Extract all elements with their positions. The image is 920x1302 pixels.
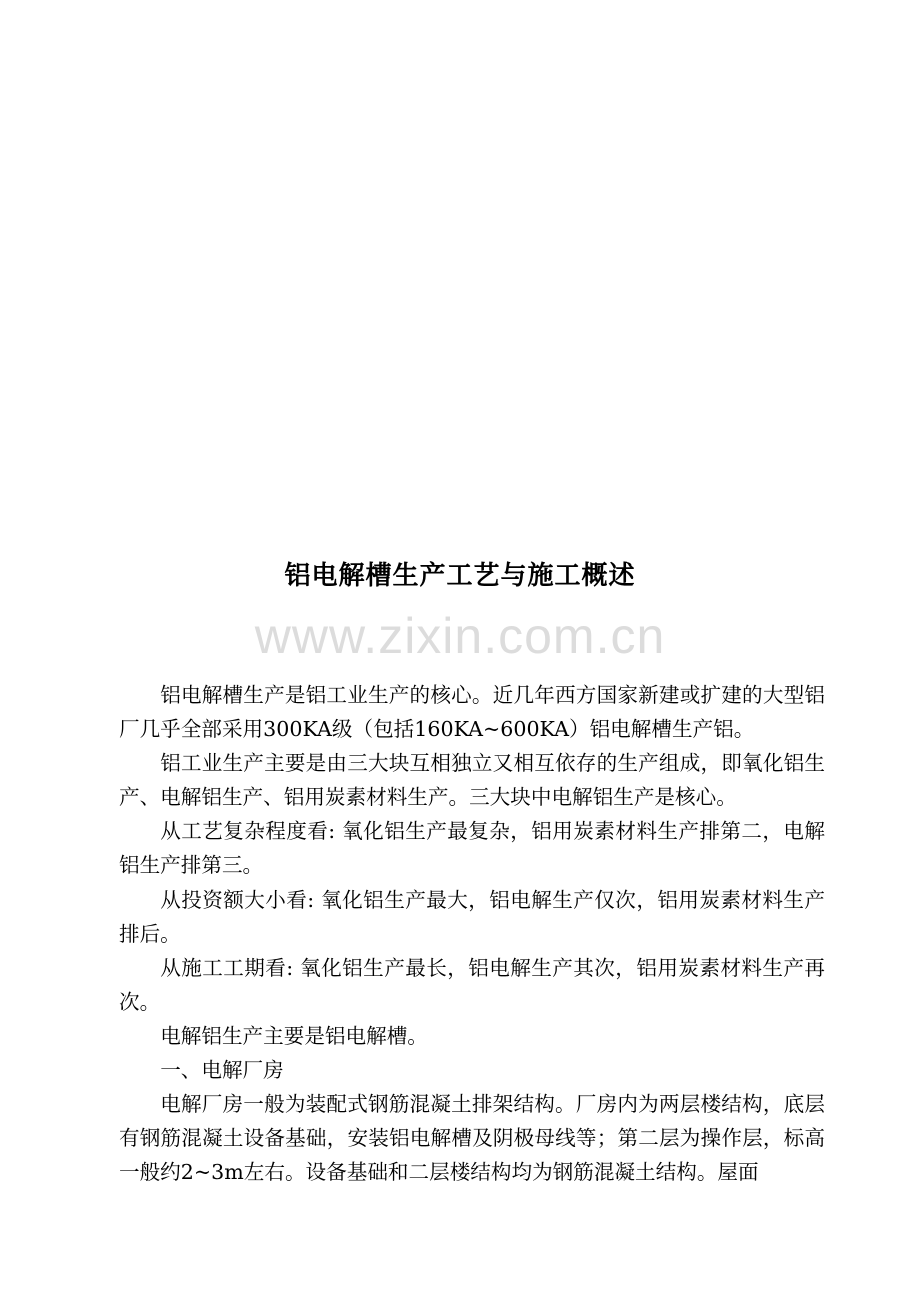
paragraph: 从工艺复杂程度看: 氧化铝生产最复杂，铝用炭素材料生产排第二，电解铝生产排第三。 <box>119 819 825 878</box>
document-title: 铝电解槽生产工艺与施工概述 <box>284 561 636 591</box>
paragraph: 电解铝生产主要是铝电解槽。 <box>160 1023 428 1048</box>
paragraph: 铝电解槽生产是铝工业生产的核心。近几年西方国家新建或扩建的大型铝厂几乎全部采用300KA级（包括160KA~600KA）铝电解槽生产铝。 <box>119 683 825 742</box>
section-heading: 一、电解厂房 <box>160 1058 284 1083</box>
watermark: www.zixin.com.cn <box>254 608 666 664</box>
paragraph: 从投资额大小看: 氧化铝生产最大，铝电解生产仅次，铝用炭素材料生产排后。 <box>119 887 825 946</box>
paragraph: 铝工业生产主要是由三大块互相独立又相互依存的生产组成，即氧化铝生产、电解铝生产、铝用炭素材料生产。三大块中电解铝生产是核心。 <box>119 751 825 810</box>
paragraph: 从施工工期看: 氧化铝生产最长，铝电解生产其次，铝用炭素材料生产再次。 <box>119 955 825 1014</box>
document-body <box>119 678 825 1189</box>
paragraph: 电解厂房一般为装配式钢筋混凝土排架结构。厂房内为两层楼结构，底层有钢筋混凝土设备基础，安装铝电解槽及阴极母线等；第二层为操作层，标高一般约2~3m左右。设备基础和二层楼结构均为钢筋混凝土结构。屋面 <box>119 1092 825 1185</box>
